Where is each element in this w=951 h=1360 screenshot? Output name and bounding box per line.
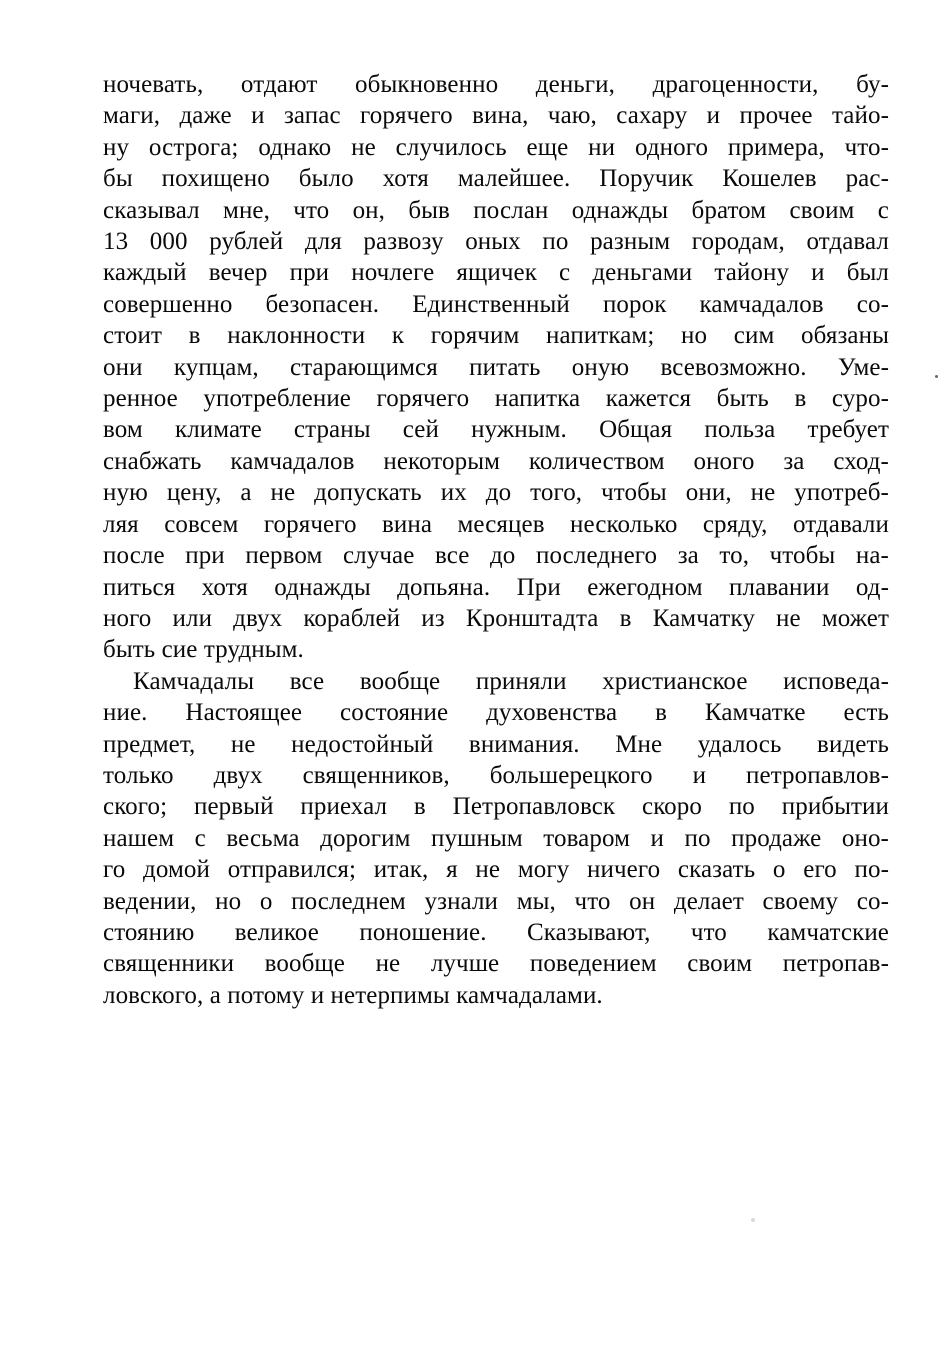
scan-speck [935, 375, 938, 378]
text-line: каждый вечер при ночлеге ящичек с деньгами тайону и был [103, 259, 889, 287]
text-line: Камчадалы все вообще приняли христианское исповеда- [133, 667, 889, 695]
text-line: ну острога; однако не случилось еще ни одного примера, что- [103, 133, 889, 161]
text-line: вом климате страны сей нужным. Общая польза требует [103, 416, 889, 444]
text-line: маги, даже и запас горячего вина, чаю, сахару и прочее тайо- [103, 102, 889, 130]
text-line: стоянию великое поношение. Сказывают, что камчатские [103, 918, 889, 946]
paragraph [103, 69, 889, 666]
text-line: бы похищено было хотя малейшее. Поручик Кошелев рас- [103, 165, 889, 193]
text-line: ренное употребление горячего напитка кажется быть в суро- [103, 385, 889, 413]
text-line: после при первом случае все до последнего за то, чтобы на- [103, 542, 889, 570]
text-line: ние. Настоящее состояние духовенства в Камчатке есть [103, 699, 889, 727]
text-line: только двух священников, большерецкого и петропавлов- [103, 761, 889, 789]
text-line: быть сие трудным. [103, 636, 304, 664]
text-line: ведении, но о последнем узнали мы, что он делает своему со- [103, 887, 889, 915]
text-line: го домой отправился; итак, я не могу ничего сказать о его по- [103, 856, 889, 884]
scan-speck [751, 1218, 755, 1222]
text-line: ного или двух кораблей из Кронштадта в Камчатку не может [103, 604, 889, 632]
text-line: ловского, а потому и нетерпимы камчадалами. [103, 981, 603, 1009]
text-line: стоит в наклонности к горячим напиткам; но сим обязаны [103, 322, 889, 350]
text-line: нашем с весьма дорогим пушным товаром и по продаже оно- [103, 824, 889, 852]
text-block [103, 69, 889, 1011]
text-line: 13 000 рублей для развозу оных по разным городам, отдавал [103, 228, 889, 256]
text-line: священники вообще не лучше поведением своим петропав- [103, 950, 889, 978]
text-line: ночевать, отдают обыкновенно деньги, драгоценности, бу- [103, 71, 889, 98]
paragraph [103, 666, 889, 1011]
text-line: ляя совсем горячего вина месяцев несколько сряду, отдавали [103, 510, 889, 538]
text-line: сказывал мне, что он, быв послан однажды братом своим с [103, 196, 889, 224]
text-line: снабжать камчадалов некоторым количеством оного за сход- [103, 447, 889, 475]
text-line: ную цену, а не допускать их до того, чтобы они, не употреб- [103, 479, 889, 507]
text-line: питься хотя однажды допьяна. При ежегодном плавании од- [103, 573, 889, 601]
text-line: ского; первый приехал в Петропавловск скоро по прибытии [103, 793, 889, 821]
text-line: совершенно безопасен. Единственный порок камчадалов со- [103, 290, 889, 318]
text-line: предмет, не недостойный внимания. Мне удалось видеть [103, 730, 889, 758]
text-line: они купцам, старающимся питать оную всевозможно. Уме- [103, 353, 889, 381]
